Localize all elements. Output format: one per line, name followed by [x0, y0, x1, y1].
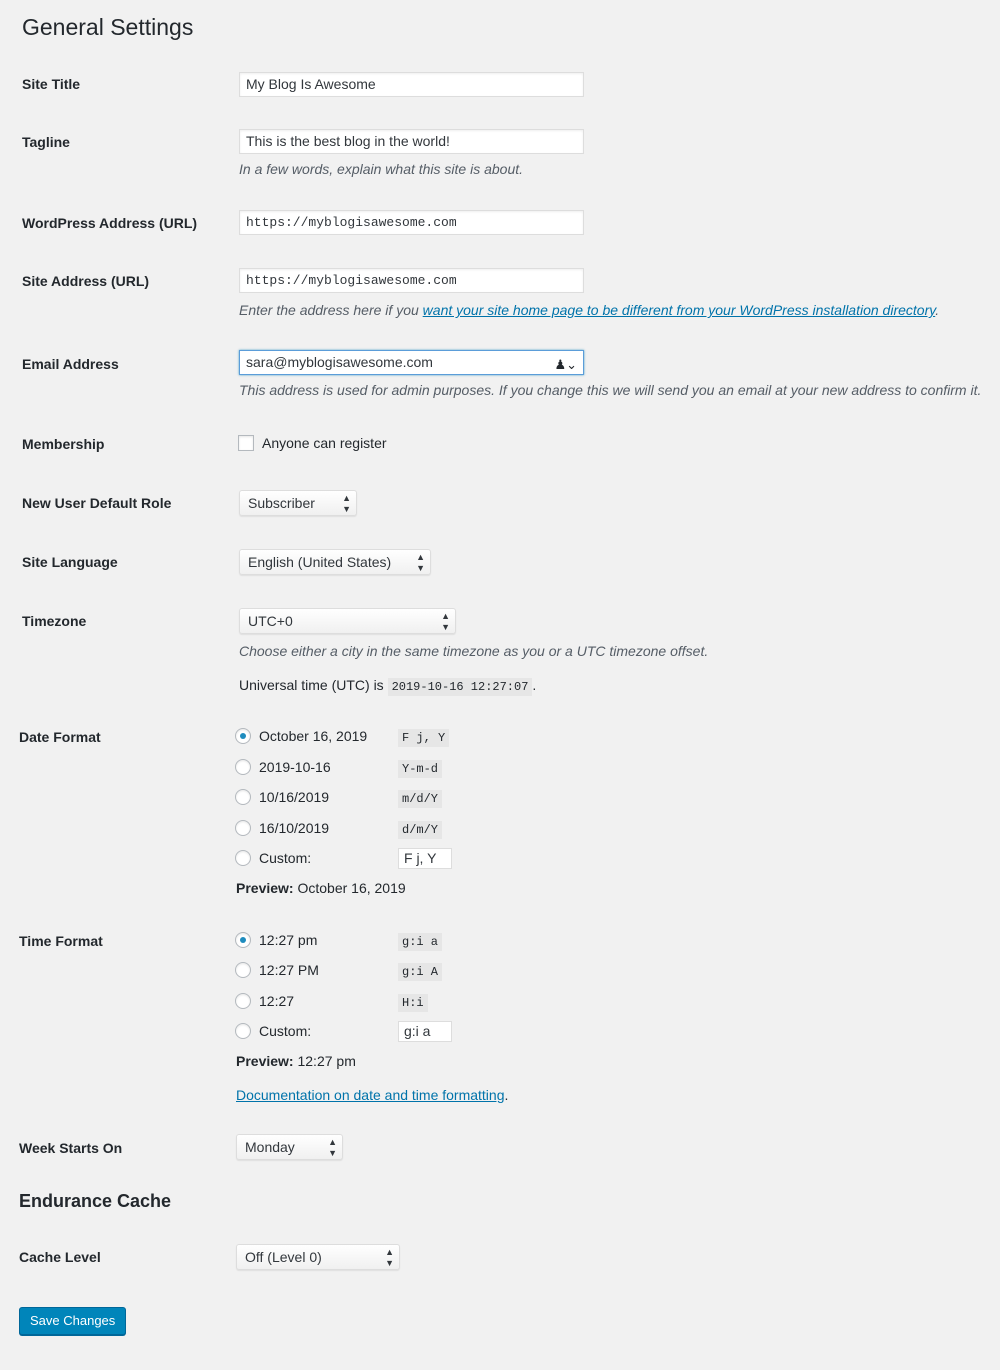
site-address-description-suffix: .: [935, 302, 940, 318]
date-format-preview: [236, 880, 406, 896]
timezone-description: Choose either a city in the same timezone as you or a UTC timezone offset.: [239, 643, 709, 659]
date-format-code-1: F j, Y: [398, 729, 449, 747]
week-starts-value: Monday: [245, 1139, 295, 1155]
select-arrows-icon: ▲ ▼: [342, 493, 351, 514]
timezone-select[interactable]: [239, 608, 456, 634]
wp-address-label: WordPress Address (URL): [22, 215, 198, 231]
save-changes-button[interactable]: Save Changes: [19, 1307, 126, 1335]
time-format-custom-input[interactable]: g:i a: [398, 1021, 452, 1042]
doc-link-line: [236, 1087, 508, 1103]
membership-checkbox-label[interactable]: Anyone can register: [262, 435, 387, 451]
utc-time-value: 2019-10-16 12:27:07: [388, 678, 533, 696]
week-starts-select[interactable]: [236, 1134, 343, 1160]
site-address-input[interactable]: https://myblogisawesome.com: [239, 268, 584, 293]
site-address-label: Site Address (URL): [22, 273, 150, 289]
membership-label: Membership: [22, 436, 105, 452]
site-language-select[interactable]: [239, 549, 431, 575]
date-format-label: Date Format: [19, 729, 101, 745]
site-title-label: Site Title: [22, 76, 81, 92]
time-format-preview: [236, 1053, 356, 1069]
timezone-label: Timezone: [22, 613, 87, 629]
site-language-label: Site Language: [22, 554, 118, 570]
time-format-code-2: g:i A: [398, 963, 442, 981]
site-address-help-link[interactable]: want your site home page to be different from your WordPress installation directory: [422, 302, 936, 318]
date-format-code-4: d/m/Y: [398, 821, 442, 839]
time-format-option-1[interactable]: 12:27 pm: [259, 932, 318, 948]
membership-checkbox[interactable]: [238, 435, 254, 451]
date-format-radio-4[interactable]: [235, 820, 251, 836]
default-role-label: New User Default Role: [22, 495, 172, 511]
cache-level-value: Off (Level 0): [245, 1249, 322, 1265]
time-format-custom-label[interactable]: Custom:: [259, 1023, 312, 1039]
person-dropdown-icon[interactable]: ♟⌄: [554, 357, 577, 372]
time-format-label: Time Format: [19, 933, 103, 949]
utc-time-line: [239, 677, 536, 694]
time-format-code-1: g:i a: [398, 933, 442, 951]
date-format-radio-2[interactable]: [235, 759, 251, 775]
date-format-code-3: m/d/Y: [398, 790, 442, 808]
time-format-option-3[interactable]: 12:27: [259, 993, 295, 1009]
email-input[interactable]: [239, 350, 584, 375]
time-format-radio-2[interactable]: [235, 962, 251, 978]
site-language-value: English (United States): [248, 554, 392, 570]
time-format-radio-1[interactable]: [235, 932, 251, 948]
doc-link-suffix: .: [504, 1087, 509, 1103]
select-arrows-icon: ▲ ▼: [385, 1247, 394, 1268]
date-format-option-1[interactable]: October 16, 2019: [259, 728, 368, 744]
select-arrows-icon: ▲ ▼: [328, 1137, 337, 1158]
site-address-description-prefix: Enter the address here if you: [239, 302, 423, 318]
default-role-select[interactable]: [239, 490, 357, 516]
date-time-doc-link[interactable]: Documentation on date and time formatting: [236, 1087, 505, 1103]
utc-time-suffix: .: [532, 677, 537, 693]
date-format-custom-input[interactable]: F j, Y: [398, 848, 452, 869]
date-preview-value: October 16, 2019: [297, 880, 406, 896]
date-format-code-2: Y-m-d: [398, 760, 442, 778]
time-format-radio-3[interactable]: [235, 993, 251, 1009]
time-format-code-3: H:i: [398, 994, 428, 1012]
endurance-cache-heading: Endurance Cache: [19, 1191, 172, 1211]
tagline-description: In a few words, explain what this site is about.: [239, 161, 524, 177]
utc-time-prefix: Universal time (UTC) is: [239, 677, 384, 693]
date-format-radio-3[interactable]: [235, 789, 251, 805]
time-preview-label: Preview:: [236, 1053, 294, 1069]
wp-address-input[interactable]: https://myblogisawesome.com: [239, 210, 584, 235]
date-format-radio-1[interactable]: [235, 728, 251, 744]
timezone-value: UTC+0: [248, 613, 293, 629]
date-format-radio-custom[interactable]: [235, 850, 251, 866]
date-format-option-3[interactable]: 10/16/2019: [259, 789, 330, 805]
select-arrows-icon: ▲ ▼: [416, 552, 425, 573]
date-format-option-2[interactable]: 2019-10-16: [259, 759, 331, 775]
time-format-radio-custom[interactable]: [235, 1023, 251, 1039]
date-format-custom-label[interactable]: Custom:: [259, 850, 312, 866]
email-description: This address is used for admin purposes. If you change this we will send you an email at your new address to confirm it.: [239, 382, 982, 398]
date-preview-label: Preview:: [236, 880, 294, 896]
email-label: Email Address: [22, 356, 119, 372]
site-address-description: [239, 302, 939, 318]
week-starts-label: Week Starts On: [19, 1140, 123, 1156]
page-title: General Settings: [22, 14, 194, 40]
default-role-value: Subscriber: [248, 495, 315, 511]
email-value: sara@myblogisawesome.com: [246, 354, 433, 370]
cache-level-select[interactable]: [236, 1244, 400, 1270]
time-preview-value: 12:27 pm: [297, 1053, 356, 1069]
cache-level-label: Cache Level: [19, 1249, 101, 1265]
tagline-label: Tagline: [22, 134, 70, 150]
tagline-input[interactable]: This is the best blog in the world!: [239, 129, 584, 154]
select-arrows-icon: ▲ ▼: [441, 611, 450, 632]
time-format-option-2[interactable]: 12:27 PM: [259, 962, 319, 978]
date-format-option-4[interactable]: 16/10/2019: [259, 820, 330, 836]
site-title-input[interactable]: My Blog Is Awesome: [239, 72, 584, 97]
